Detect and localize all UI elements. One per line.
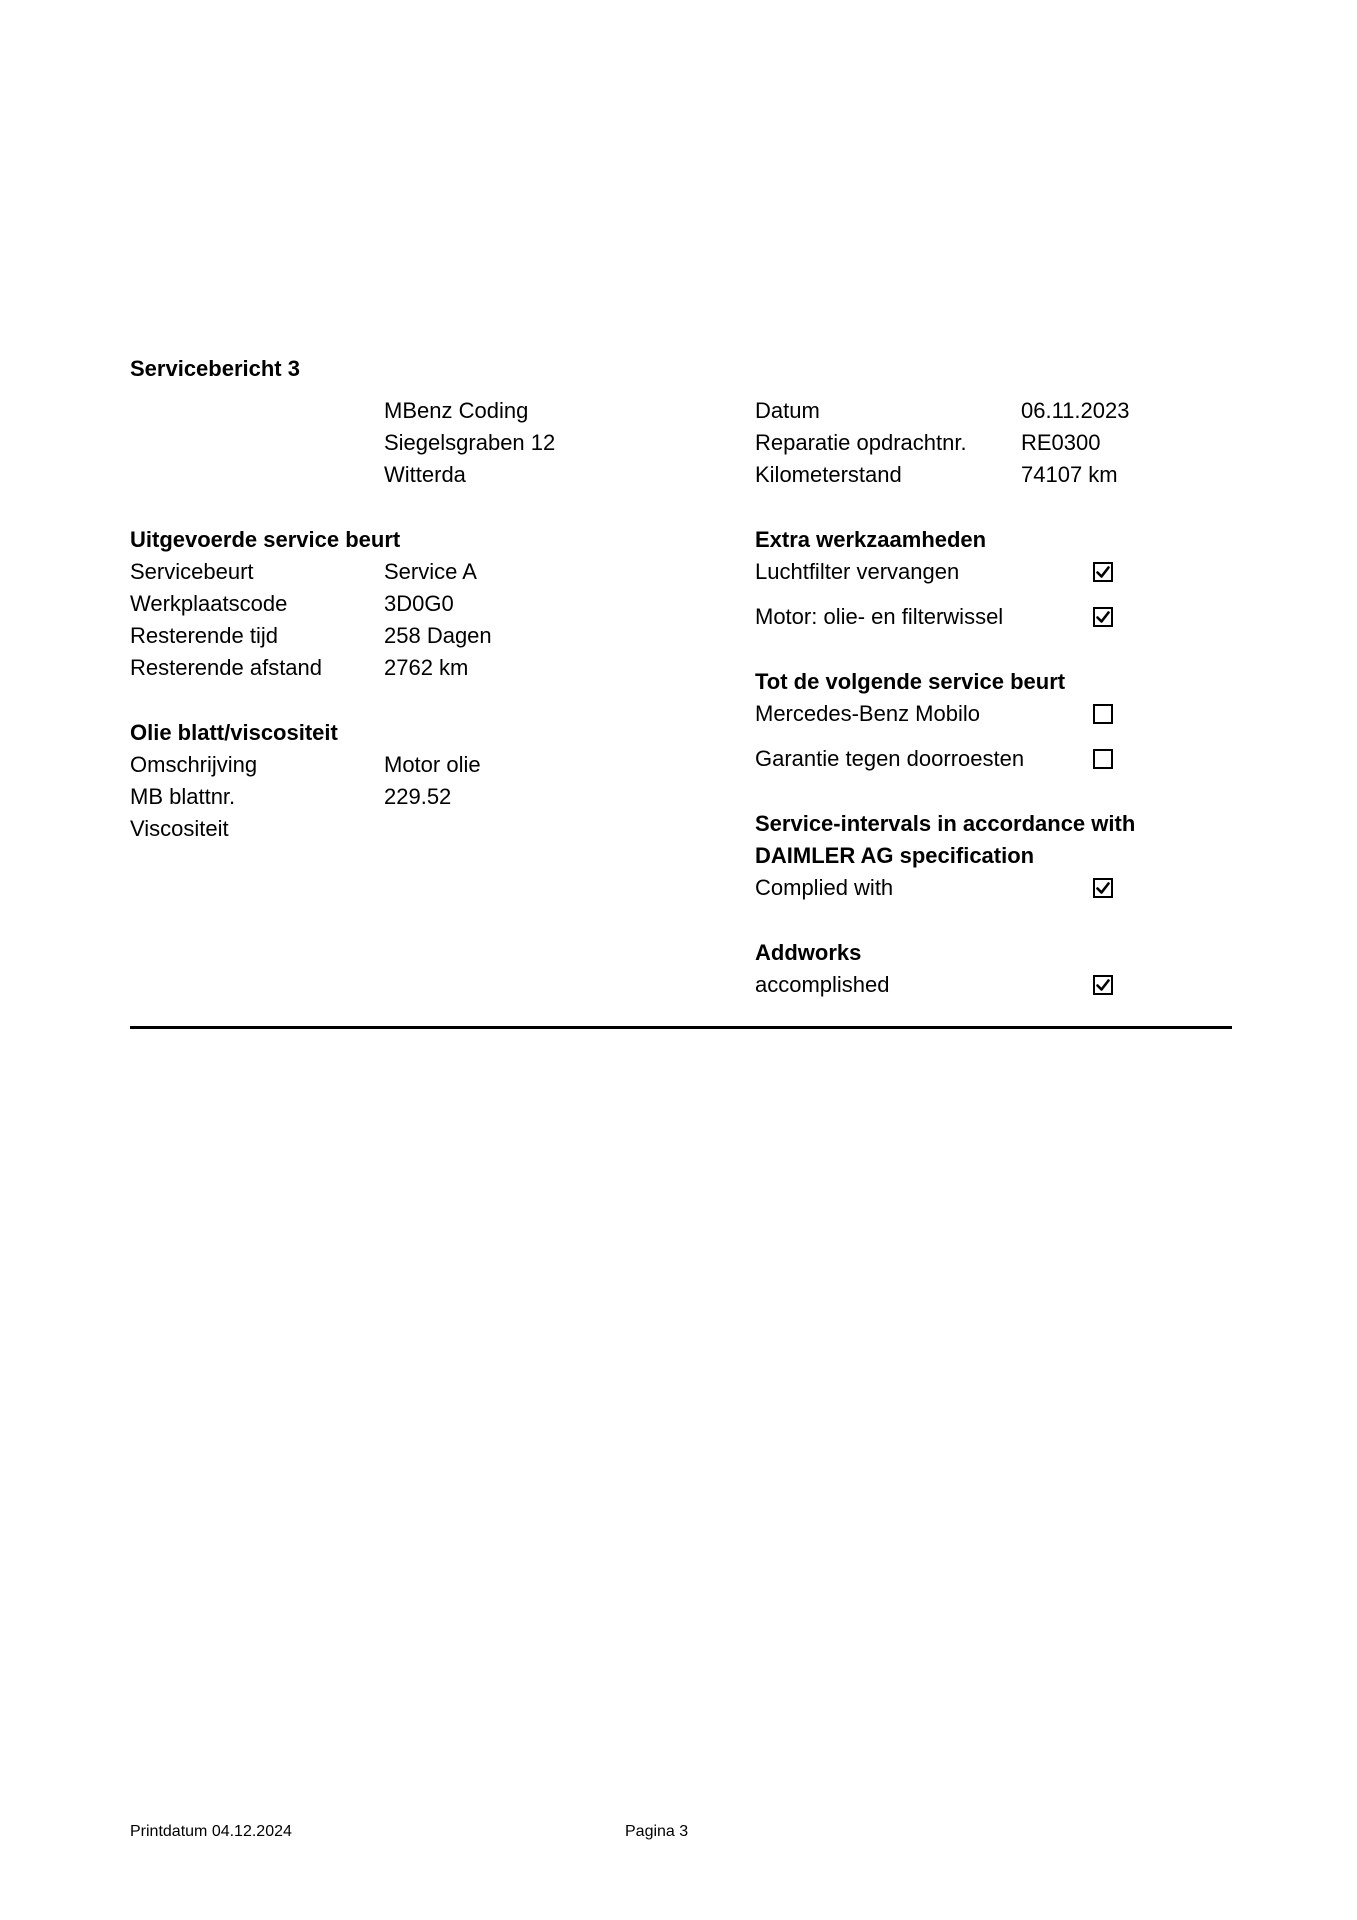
check-icon	[1096, 565, 1110, 579]
oil-description-label: Omschrijving	[130, 752, 258, 777]
info-value-order: RE0300	[1021, 430, 1101, 455]
service-heading: Uitgevoerde service beurt	[130, 527, 401, 552]
complied-with-label: Complied with	[755, 875, 894, 900]
service-value: Service A	[384, 559, 477, 584]
next-service-heading: Tot de volgende service beurt	[755, 669, 1066, 694]
remaining-time-label: Resterende tijd	[130, 623, 278, 648]
rust-warranty-label: Garantie tegen doorroesten	[755, 746, 1025, 771]
print-date: Printdatum 04.12.2024	[130, 1823, 292, 1840]
accomplished-label: accomplished	[755, 972, 890, 997]
check-icon	[1096, 978, 1110, 992]
workshop-code-value: 3D0G0	[384, 591, 454, 616]
page-number: Pagina 3	[625, 1823, 689, 1840]
intervals-heading-line2: DAIMLER AG specification	[755, 843, 1035, 868]
info-label-order: Reparatie opdrachtnr.	[755, 430, 967, 455]
check-icon	[1096, 610, 1110, 624]
oil-filter-change-label: Motor: olie- en filterwissel	[755, 604, 1004, 629]
intervals-heading-line1: Service-intervals in accordance with	[755, 811, 1136, 836]
address-line-street: Siegelsgraben 12	[384, 430, 556, 455]
oil-description-value: Motor olie	[384, 752, 481, 777]
extra-heading: Extra werkzaamheden	[755, 527, 987, 552]
section-divider	[130, 1026, 1232, 1029]
air-filter-label: Luchtfilter vervangen	[755, 559, 960, 584]
info-value-mileage: 74107 km	[1021, 462, 1118, 487]
mobilo-label: Mercedes-Benz Mobilo	[755, 701, 980, 726]
info-value-date: 06.11.2023	[1021, 398, 1130, 423]
complied-with-checkbox[interactable]	[1093, 878, 1113, 898]
oil-heading: Olie blatt/viscositeit	[130, 720, 338, 745]
oil-filter-change-checkbox[interactable]	[1093, 607, 1113, 627]
mb-sheet-value: 229.52	[384, 784, 452, 809]
info-label-mileage: Kilometerstand	[755, 462, 902, 487]
service-label: Servicebeurt	[130, 559, 254, 584]
info-label-date: Datum	[755, 398, 820, 423]
check-icon	[1096, 881, 1110, 895]
remaining-distance-value: 2762 km	[384, 655, 469, 680]
page-title: Servicebericht 3	[130, 356, 300, 381]
address-line-city: Witterda	[384, 462, 466, 487]
accomplished-checkbox[interactable]	[1093, 975, 1113, 995]
viscosity-label: Viscositeit	[130, 816, 229, 841]
workshop-code-label: Werkplaatscode	[130, 591, 288, 616]
rust-warranty-checkbox[interactable]	[1093, 749, 1113, 769]
address-line-name: MBenz Coding	[384, 398, 529, 423]
mb-sheet-label: MB blattnr.	[130, 784, 236, 809]
air-filter-checkbox[interactable]	[1093, 562, 1113, 582]
remaining-distance-label: Resterende afstand	[130, 655, 323, 680]
addworks-heading: Addworks	[755, 940, 862, 965]
remaining-time-value: 258 Dagen	[384, 623, 492, 648]
mobilo-checkbox[interactable]	[1093, 704, 1113, 724]
